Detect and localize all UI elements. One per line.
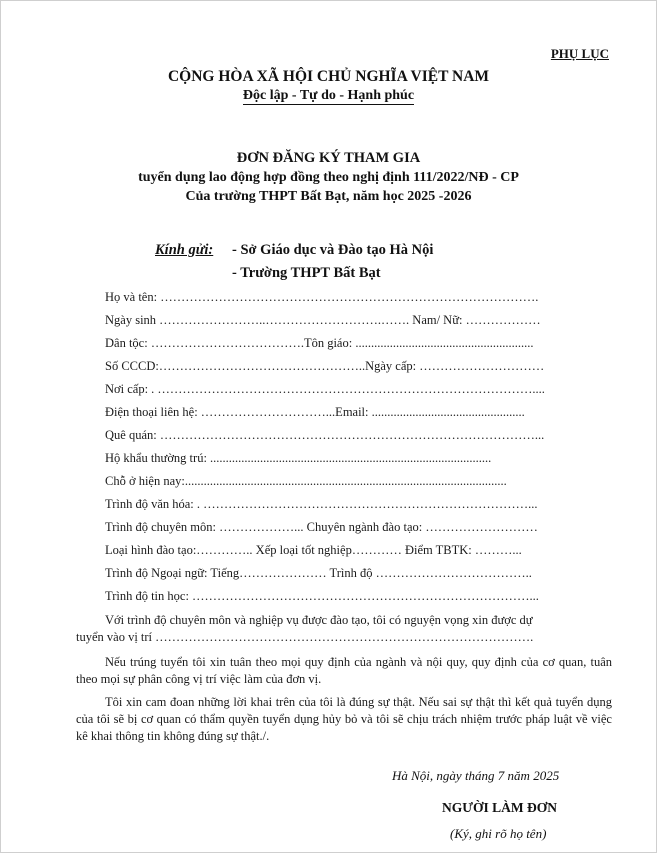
nation-heading: CỘNG HÒA XÃ HỘI CHỦ NGHĨA VIỆT NAM: [167, 68, 490, 85]
field-foreign-language[interactable]: Trình độ Ngoại ngữ: Tiếng………………… Trình độ ………………………………..: [105, 566, 532, 580]
field-full-name[interactable]: Họ và tên: ……………………………………………………………………………….: [105, 290, 539, 304]
signature-note: (Ký, ghi rõ họ tên): [450, 826, 547, 841]
form-title: ĐƠN ĐĂNG KÝ THAM GIA: [236, 150, 421, 166]
field-hometown[interactable]: Quê quán: ………………………………………………………………………………...: [105, 428, 545, 442]
field-issue-place[interactable]: Nơi cấp: . ………………………………………………………………………………....: [105, 382, 545, 396]
field-it-level[interactable]: Trình độ tin học: ………………………………………………………………………...: [105, 589, 539, 603]
field-ethnicity-religion[interactable]: Dân tộc: ……………………………….Tôn giáo: .........................................................: [105, 336, 534, 350]
field-current-address[interactable]: Chỗ ở hiện nay:.......................................................................................................: [105, 474, 507, 488]
field-id-card[interactable]: Số CCCD:…………………………………………..Ngày cấp: …………………………: [105, 359, 545, 373]
field-permanent-residence[interactable]: Hộ khẩu thường trú: ..........................................................................................: [105, 451, 492, 465]
recipient-department: - Sở Giáo dục và Đào tạo Hà Nội: [232, 242, 434, 258]
field-phone-email[interactable]: Điện thoại liên hệ: …………………………...Email: .................................................: [105, 405, 525, 419]
field-training-type[interactable]: Loại hình đào tạo:………….. Xếp loại tốt nghiệp………… Điểm TBTK: ………...: [105, 543, 522, 557]
appendix-label: PHỤ LỤC: [550, 46, 609, 61]
recipient-label: Kính gửi:: [155, 242, 214, 258]
motto: [0, 88, 657, 104]
paragraph-position-line1: Với trình độ chuyên môn và nghiệp vụ được đào tạo, tôi có nguyện vọng xin được dự: [105, 613, 533, 627]
signature-date: Hà Nội, ngày tháng 7 năm 2025: [392, 768, 560, 783]
field-birth-gender[interactable]: Ngày sinh ……………………..……………………….……. Nam/ Nữ: ………………: [105, 313, 541, 327]
paragraph-commitment: Tôi xin cam đoan những lời khai trên của tôi là đúng sự thật. Nếu sai sự thật thì kết quả tuyển dụng của tôi sẽ bị cơ quan có thẩm quyền tuyển dụng hủy bỏ và tôi sẽ chịu trách nhiệm trước pháp luật về việc kê khai thông tin không đúng sự thật./.: [76, 695, 612, 743]
recipient-school: - Trường THPT Bất Bạt: [232, 265, 381, 281]
form-subtitle: tuyển dụng lao động hợp đồng theo nghị định 111/2022/NĐ - CP: [138, 170, 519, 185]
signer-title: NGƯỜI LÀM ĐƠN: [442, 800, 557, 815]
field-education-level[interactable]: Trình độ văn hóa: . ……………………………………………………………………...: [105, 497, 538, 511]
paragraph-compliance: Nếu trúng tuyển tôi xin tuân theo mọi quy định của ngành và nội quy, quy định của cơ quan, tuân theo mọi sự phân công vị trí việc làm của đơn vị.: [76, 655, 612, 686]
field-specialty[interactable]: Trình độ chuyên môn: ………………... Chuyên ngành đào tạo: ………………………: [105, 520, 538, 534]
field-applied-position[interactable]: tuyển vào vị trí ……………………………………………………………………………….: [76, 630, 534, 644]
form-school-year: Của trường THPT Bất Bạt, năm học 2025 -2026: [185, 189, 472, 204]
motto-text: Độc lập - Tự do - Hạnh phúc: [242, 88, 415, 103]
